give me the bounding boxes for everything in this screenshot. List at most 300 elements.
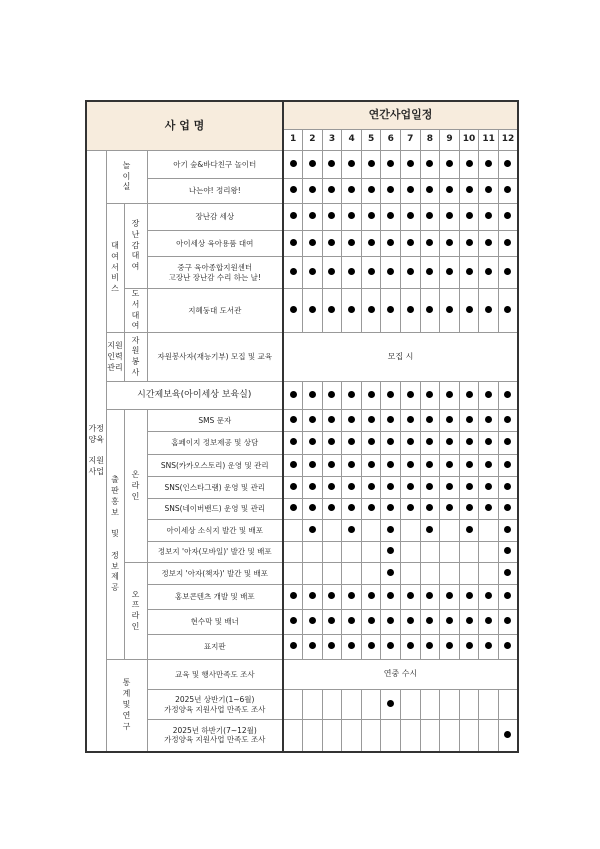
project-name: 홍보콘텐츠 개발 및 배포 <box>147 585 283 610</box>
scheduled-dot-icon <box>485 438 492 445</box>
month-cell <box>303 179 323 204</box>
month-cell <box>498 231 518 257</box>
month-cell <box>381 204 401 231</box>
month-cell <box>342 455 362 477</box>
month-cell <box>440 432 460 455</box>
month-cell <box>381 499 401 520</box>
month-cell <box>322 477 342 499</box>
scheduled-dot-icon <box>290 461 297 468</box>
scheduled-dot-icon <box>348 461 355 468</box>
scheduled-dot-icon <box>446 391 453 398</box>
month-cell <box>479 179 499 204</box>
month-cell <box>381 690 401 720</box>
scheduled-dot-icon <box>368 416 375 423</box>
month-cell <box>420 382 440 410</box>
month-cell <box>498 499 518 520</box>
table-row <box>86 610 518 635</box>
month-cell <box>342 257 362 289</box>
month-header: 10 <box>459 129 479 150</box>
month-cell <box>283 563 303 585</box>
scheduled-dot-icon <box>407 239 414 246</box>
scheduled-dot-icon <box>466 504 473 511</box>
month-cell <box>322 690 342 720</box>
month-cell <box>440 289 460 333</box>
month-cell <box>479 542 499 563</box>
scheduled-dot-icon <box>309 438 316 445</box>
month-cell <box>342 432 362 455</box>
scheduled-dot-icon <box>485 306 492 313</box>
table-row <box>86 289 518 333</box>
month-cell <box>420 204 440 231</box>
scheduled-dot-icon <box>446 239 453 246</box>
month-cell <box>283 432 303 455</box>
scheduled-dot-icon <box>348 438 355 445</box>
month-cell <box>440 382 460 410</box>
month-cell <box>322 179 342 204</box>
month-cell <box>420 635 440 660</box>
scheduled-dot-icon <box>446 268 453 275</box>
month-cell <box>401 520 421 542</box>
scheduled-dot-icon <box>309 461 316 468</box>
month-cell <box>479 455 499 477</box>
month-cell <box>381 610 401 635</box>
scheduled-dot-icon <box>426 438 433 445</box>
scheduled-dot-icon <box>466 268 473 275</box>
scheduled-dot-icon <box>446 306 453 313</box>
month-cell <box>283 477 303 499</box>
scheduled-dot-icon <box>466 212 473 219</box>
scheduled-dot-icon <box>485 186 492 193</box>
scheduled-dot-icon <box>348 642 355 649</box>
month-cell <box>498 720 518 752</box>
scheduled-dot-icon <box>348 212 355 219</box>
scheduled-dot-icon <box>407 461 414 468</box>
scheduled-dot-icon <box>328 461 335 468</box>
scheduled-dot-icon <box>387 483 394 490</box>
month-header: 7 <box>401 129 421 150</box>
scheduled-dot-icon <box>387 391 394 398</box>
month-cell <box>459 432 479 455</box>
scheduled-dot-icon <box>368 391 375 398</box>
table-row <box>86 231 518 257</box>
scheduled-dot-icon <box>387 700 394 707</box>
month-cell <box>459 499 479 520</box>
scheduled-dot-icon <box>446 617 453 624</box>
month-cell <box>420 563 440 585</box>
scheduled-dot-icon <box>504 617 511 624</box>
month-cell <box>498 455 518 477</box>
scheduled-dot-icon <box>426 160 433 167</box>
scheduled-dot-icon <box>368 483 375 490</box>
month-cell <box>342 610 362 635</box>
project-name: 나는야! 정리왕! <box>147 179 283 204</box>
scheduled-dot-icon <box>407 617 414 624</box>
scheduled-dot-icon <box>368 160 375 167</box>
month-cell <box>401 542 421 563</box>
month-cell <box>498 289 518 333</box>
project-name: SMS 문자 <box>147 410 283 432</box>
scheduled-dot-icon <box>348 617 355 624</box>
month-cell <box>479 520 499 542</box>
scheduled-dot-icon <box>348 160 355 167</box>
month-cell <box>420 520 440 542</box>
scheduled-dot-icon <box>504 416 511 423</box>
project-name: SNS(인스타그램) 운영 및 관리 <box>147 477 283 499</box>
scheduled-dot-icon <box>504 461 511 468</box>
scheduled-dot-icon <box>485 416 492 423</box>
month-cell <box>401 720 421 752</box>
scheduled-dot-icon <box>466 306 473 313</box>
scheduled-dot-icon <box>348 504 355 511</box>
scheduled-dot-icon <box>426 268 433 275</box>
month-cell <box>303 289 323 333</box>
month-cell <box>303 382 323 410</box>
month-cell <box>361 720 381 752</box>
month-cell <box>401 151 421 179</box>
scheduled-dot-icon <box>466 592 473 599</box>
scheduled-dot-icon <box>485 268 492 275</box>
scheduled-dot-icon <box>466 526 473 533</box>
month-cell <box>420 499 440 520</box>
scheduled-dot-icon <box>368 504 375 511</box>
month-cell <box>303 542 323 563</box>
scheduled-dot-icon <box>446 160 453 167</box>
scheduled-dot-icon <box>407 160 414 167</box>
month-cell <box>342 585 362 610</box>
scheduled-dot-icon <box>504 438 511 445</box>
scheduled-dot-icon <box>309 239 316 246</box>
month-cell <box>303 204 323 231</box>
month-cell <box>401 477 421 499</box>
month-cell <box>381 289 401 333</box>
scheduled-dot-icon <box>309 416 316 423</box>
scheduled-dot-icon <box>466 483 473 490</box>
scheduled-dot-icon <box>348 306 355 313</box>
scheduled-dot-icon <box>387 547 394 554</box>
scheduled-dot-icon <box>485 483 492 490</box>
scheduled-dot-icon <box>466 416 473 423</box>
scheduled-dot-icon <box>328 592 335 599</box>
month-cell <box>459 635 479 660</box>
scheduled-dot-icon <box>309 483 316 490</box>
scheduled-dot-icon <box>309 186 316 193</box>
scheduled-dot-icon <box>485 461 492 468</box>
month-cell <box>283 231 303 257</box>
scheduled-dot-icon <box>485 212 492 219</box>
scheduled-dot-icon <box>426 642 433 649</box>
month-cell <box>303 410 323 432</box>
scheduled-dot-icon <box>328 212 335 219</box>
scheduled-dot-icon <box>328 391 335 398</box>
scheduled-dot-icon <box>446 642 453 649</box>
month-header: 12 <box>498 129 518 150</box>
project-name: SNS(네이버밴드) 운영 및 관리 <box>147 499 283 520</box>
scheduled-dot-icon <box>426 186 433 193</box>
scheduled-dot-icon <box>466 438 473 445</box>
scheduled-dot-icon <box>485 504 492 511</box>
month-cell <box>381 720 401 752</box>
month-cell <box>361 635 381 660</box>
scheduled-dot-icon <box>387 504 394 511</box>
scheduled-dot-icon <box>466 160 473 167</box>
annual-schedule-table <box>85 100 519 753</box>
scheduled-dot-icon <box>446 212 453 219</box>
month-cell <box>401 690 421 720</box>
month-cell <box>361 455 381 477</box>
month-cell <box>479 635 499 660</box>
month-cell <box>283 520 303 542</box>
scheduled-dot-icon <box>504 391 511 398</box>
scheduled-dot-icon <box>348 592 355 599</box>
month-cell <box>479 690 499 720</box>
month-cell <box>303 635 323 660</box>
scheduled-dot-icon <box>485 617 492 624</box>
month-cell <box>303 257 323 289</box>
month-cell <box>440 690 460 720</box>
month-cell <box>420 585 440 610</box>
month-cell <box>381 455 401 477</box>
month-cell <box>479 151 499 179</box>
scheduled-dot-icon <box>426 483 433 490</box>
scheduled-dot-icon <box>426 526 433 533</box>
month-cell <box>342 289 362 333</box>
project-name: 지혜둥대 도서관 <box>147 289 283 333</box>
scheduled-dot-icon <box>407 186 414 193</box>
month-cell <box>361 585 381 610</box>
month-cell <box>401 410 421 432</box>
project-name: 2025년 하반기(7~12월) 가정양육 지원사업 만족도 조사 <box>147 720 283 752</box>
project-name: 장난감 세상 <box>147 204 283 231</box>
scheduled-dot-icon <box>485 239 492 246</box>
scheduled-dot-icon <box>446 416 453 423</box>
scheduled-dot-icon <box>504 642 511 649</box>
month-cell <box>361 410 381 432</box>
project-name: 중구 육아종합지원센터 고장난 장난감 수리 하는 날! <box>147 257 283 289</box>
scheduled-dot-icon <box>328 416 335 423</box>
month-cell <box>361 179 381 204</box>
scheduled-dot-icon <box>290 186 297 193</box>
scheduled-dot-icon <box>504 592 511 599</box>
scheduled-dot-icon <box>504 526 511 533</box>
scheduled-dot-icon <box>387 186 394 193</box>
scheduled-dot-icon <box>309 504 316 511</box>
scheduled-dot-icon <box>387 642 394 649</box>
project-name: 아이세상 소식지 발간 및 배포 <box>147 520 283 542</box>
scheduled-dot-icon <box>407 642 414 649</box>
month-cell <box>361 257 381 289</box>
schedule-note: 모집 시 <box>283 333 518 382</box>
table-row <box>86 690 518 720</box>
month-cell <box>342 382 362 410</box>
month-cell <box>381 542 401 563</box>
month-cell <box>479 410 499 432</box>
table-row <box>86 455 518 477</box>
scheduled-dot-icon <box>387 416 394 423</box>
scheduled-dot-icon <box>426 592 433 599</box>
scheduled-dot-icon <box>504 547 511 554</box>
month-cell <box>420 477 440 499</box>
month-cell <box>401 231 421 257</box>
month-cell <box>479 563 499 585</box>
group-book-rental: 도 서 대 여 <box>124 289 147 333</box>
scheduled-dot-icon <box>466 186 473 193</box>
scheduled-dot-icon <box>309 160 316 167</box>
scheduled-dot-icon <box>446 461 453 468</box>
table-row <box>86 499 518 520</box>
scheduled-dot-icon <box>348 186 355 193</box>
month-cell <box>401 563 421 585</box>
scheduled-dot-icon <box>387 268 394 275</box>
scheduled-dot-icon <box>504 731 511 738</box>
month-cell <box>342 542 362 563</box>
scheduled-dot-icon <box>328 239 335 246</box>
month-cell <box>498 585 518 610</box>
month-cell <box>479 257 499 289</box>
project-name: 2025년 상반기(1~6월) 가정양육 지원사업 만족도 조사 <box>147 690 283 720</box>
scheduled-dot-icon <box>309 268 316 275</box>
scheduled-dot-icon <box>504 268 511 275</box>
month-cell <box>361 289 381 333</box>
scheduled-dot-icon <box>309 526 316 533</box>
month-cell <box>322 432 342 455</box>
month-cell <box>401 204 421 231</box>
scheduled-dot-icon <box>387 461 394 468</box>
scheduled-dot-icon <box>485 642 492 649</box>
month-cell <box>440 151 460 179</box>
month-cell <box>440 610 460 635</box>
scheduled-dot-icon <box>446 504 453 511</box>
scheduled-dot-icon <box>368 212 375 219</box>
month-cell <box>283 610 303 635</box>
project-name: 정보지 '아자(책자)' 발간 및 배포 <box>147 563 283 585</box>
month-cell <box>361 542 381 563</box>
month-cell <box>303 610 323 635</box>
month-cell <box>381 563 401 585</box>
table-row <box>86 585 518 610</box>
month-header: 2 <box>303 129 323 150</box>
group-main: 가정양육 지원사업 <box>86 151 106 752</box>
month-cell <box>361 477 381 499</box>
month-cell <box>303 585 323 610</box>
table-row <box>86 520 518 542</box>
month-cell <box>479 432 499 455</box>
scheduled-dot-icon <box>426 617 433 624</box>
month-cell <box>283 720 303 752</box>
month-cell <box>498 690 518 720</box>
scheduled-dot-icon <box>290 592 297 599</box>
scheduled-dot-icon <box>504 569 511 576</box>
month-cell <box>440 520 460 542</box>
month-cell <box>322 289 342 333</box>
scheduled-dot-icon <box>368 617 375 624</box>
month-cell <box>498 204 518 231</box>
month-cell <box>381 179 401 204</box>
month-cell <box>303 563 323 585</box>
scheduled-dot-icon <box>309 212 316 219</box>
scheduled-dot-icon <box>426 212 433 219</box>
project-name: 현수막 및 배너 <box>147 610 283 635</box>
scheduled-dot-icon <box>387 239 394 246</box>
scheduled-dot-icon <box>328 306 335 313</box>
scheduled-dot-icon <box>466 617 473 624</box>
group-research: 통 계 및 연 구 <box>106 660 147 752</box>
month-cell <box>498 432 518 455</box>
month-cell <box>322 563 342 585</box>
scheduled-dot-icon <box>504 212 511 219</box>
month-cell <box>283 455 303 477</box>
month-cell <box>322 585 342 610</box>
scheduled-dot-icon <box>328 268 335 275</box>
month-cell <box>440 179 460 204</box>
month-cell <box>420 231 440 257</box>
month-cell <box>303 520 323 542</box>
month-cell <box>459 179 479 204</box>
scheduled-dot-icon <box>309 391 316 398</box>
scheduled-dot-icon <box>466 642 473 649</box>
scheduled-dot-icon <box>290 483 297 490</box>
scheduled-dot-icon <box>387 306 394 313</box>
scheduled-dot-icon <box>466 461 473 468</box>
month-cell <box>303 231 323 257</box>
month-cell <box>420 432 440 455</box>
month-cell <box>479 204 499 231</box>
month-cell <box>283 257 303 289</box>
scheduled-dot-icon <box>290 642 297 649</box>
scheduled-dot-icon <box>426 416 433 423</box>
scheduled-dot-icon <box>290 504 297 511</box>
scheduled-dot-icon <box>348 268 355 275</box>
month-cell <box>361 563 381 585</box>
month-cell <box>381 477 401 499</box>
month-cell <box>498 520 518 542</box>
scheduled-dot-icon <box>504 504 511 511</box>
scheduled-dot-icon <box>328 617 335 624</box>
month-cell <box>322 151 342 179</box>
month-header: 4 <box>342 129 362 150</box>
group-staff: 지원 인력 관리 <box>106 333 124 382</box>
month-header: 3 <box>322 129 342 150</box>
month-cell <box>498 477 518 499</box>
month-cell <box>479 477 499 499</box>
month-cell <box>342 520 362 542</box>
project-name: 정보지 '아자(모바일)' 발간 및 배포 <box>147 542 283 563</box>
scheduled-dot-icon <box>407 416 414 423</box>
scheduled-dot-icon <box>446 438 453 445</box>
month-cell <box>459 204 479 231</box>
month-cell <box>440 257 460 289</box>
scheduled-dot-icon <box>387 617 394 624</box>
month-cell <box>459 410 479 432</box>
month-cell <box>342 231 362 257</box>
scheduled-dot-icon <box>446 592 453 599</box>
month-cell <box>401 432 421 455</box>
month-cell <box>401 635 421 660</box>
month-cell <box>342 720 362 752</box>
scheduled-dot-icon <box>290 416 297 423</box>
month-cell <box>381 635 401 660</box>
table-row <box>86 257 518 289</box>
scheduled-dot-icon <box>466 239 473 246</box>
month-header: 5 <box>361 129 381 150</box>
month-cell <box>420 690 440 720</box>
month-cell <box>283 690 303 720</box>
project-name: SNS(카카오스토리) 운영 및 관리 <box>147 455 283 477</box>
scheduled-dot-icon <box>407 306 414 313</box>
month-cell <box>498 635 518 660</box>
scheduled-dot-icon <box>504 186 511 193</box>
month-cell <box>283 204 303 231</box>
month-cell <box>303 151 323 179</box>
